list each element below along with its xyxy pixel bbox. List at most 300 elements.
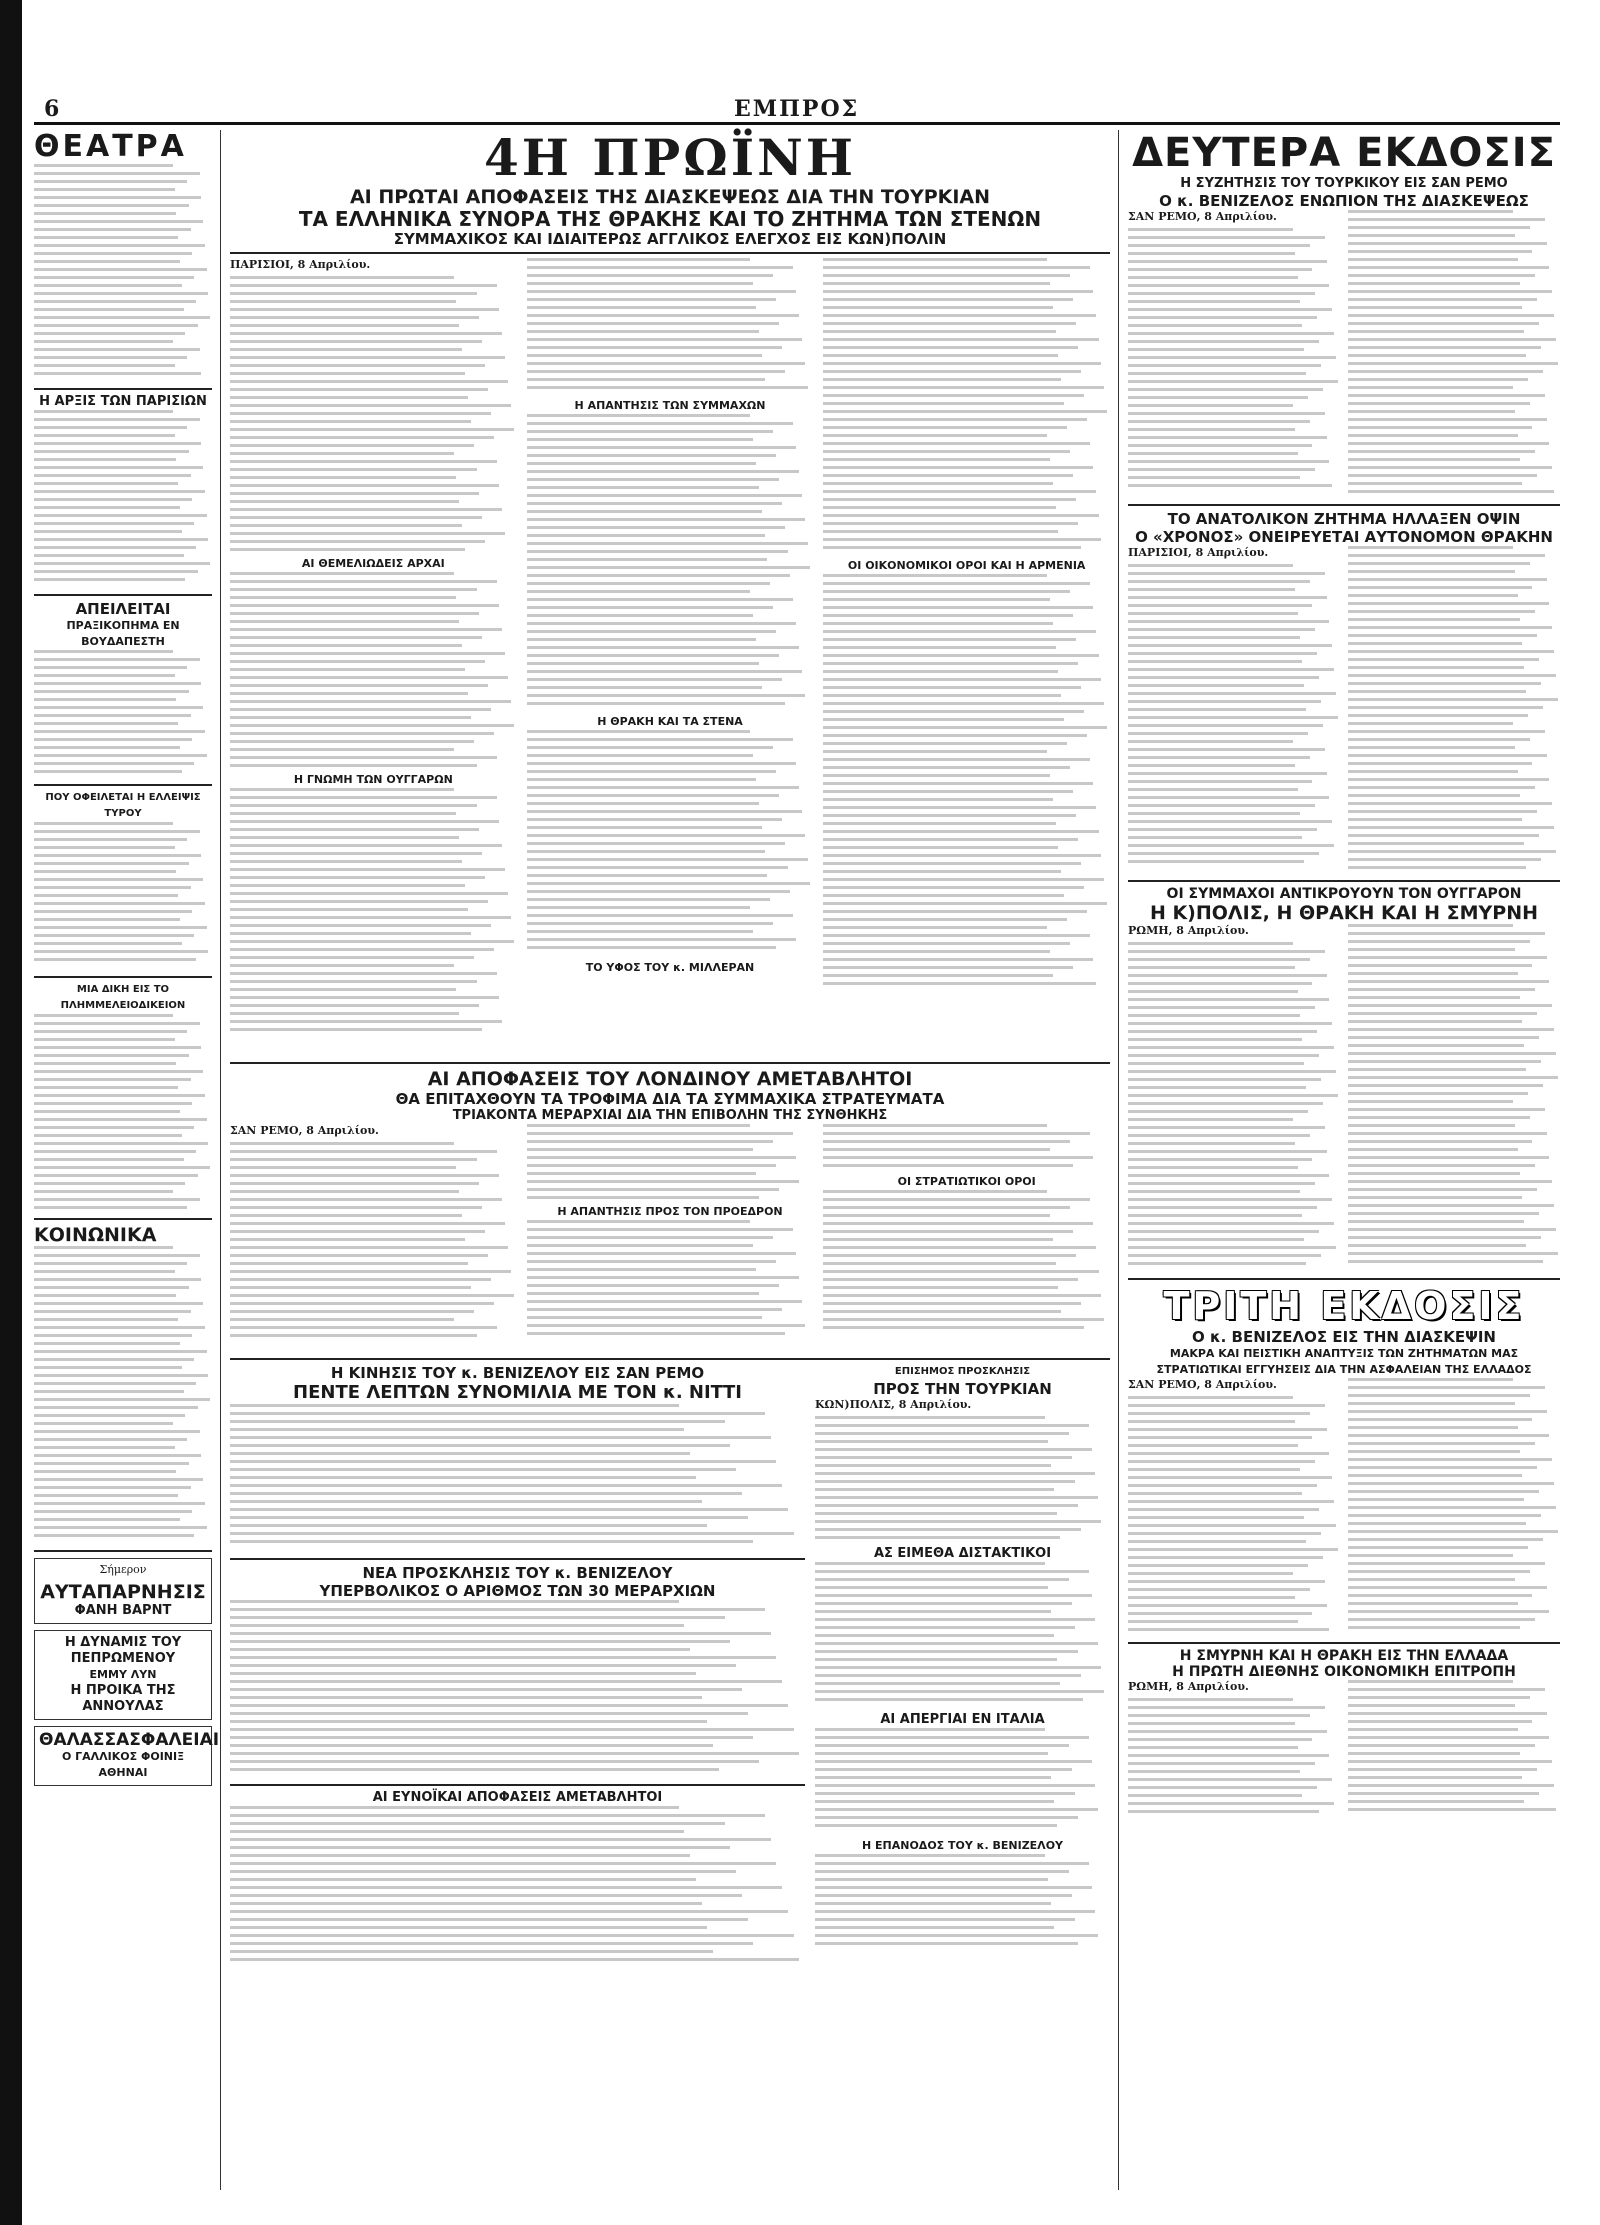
text-line xyxy=(1128,1174,1329,1177)
ad-title: ΑΥΤΑΠΑΡΝΗΣΙΣ xyxy=(40,1581,206,1603)
text-line xyxy=(823,886,1084,889)
text-line xyxy=(230,1028,482,1031)
text-line xyxy=(823,306,1052,309)
text-line xyxy=(527,1268,756,1271)
text-line xyxy=(1348,1514,1541,1517)
text-line xyxy=(815,1934,1098,1937)
text-line xyxy=(34,1022,200,1025)
article-column xyxy=(230,1124,517,1354)
text-line xyxy=(823,614,1072,617)
text-line xyxy=(1128,1532,1321,1535)
text-line xyxy=(34,1086,178,1089)
text-line xyxy=(527,1260,776,1263)
text-line xyxy=(230,1174,499,1177)
text-line xyxy=(1348,482,1522,485)
text-line xyxy=(230,884,465,887)
text-line xyxy=(1348,1044,1524,1047)
section-headline: Η ΣΥΖΗΤΗΣΙΣ ΤΟΥ ΤΟΥΡΚΙΚΟΥ ΕΙΣ ΣΑΝ ΡΕΜΟ xyxy=(1180,176,1508,191)
text-line xyxy=(823,394,1084,397)
text-line xyxy=(34,498,192,501)
advertisement xyxy=(34,1630,212,1720)
text-line xyxy=(1128,412,1325,415)
text-line xyxy=(1348,1442,1535,1445)
text-line xyxy=(823,514,1098,517)
divider xyxy=(230,1062,1110,1064)
article-column xyxy=(1128,1378,1340,1638)
text-line xyxy=(1348,1570,1530,1573)
text-line xyxy=(527,422,794,425)
text-line xyxy=(1128,1468,1300,1471)
text-line xyxy=(230,1768,719,1771)
text-line xyxy=(1348,1180,1552,1183)
text-line xyxy=(230,652,505,655)
text-line xyxy=(1348,802,1552,805)
text-line xyxy=(815,1416,1045,1419)
text-line xyxy=(34,714,191,717)
text-line xyxy=(1128,588,1295,591)
text-line xyxy=(823,1318,1104,1321)
text-line xyxy=(230,644,462,647)
text-line xyxy=(230,1262,468,1265)
text-line xyxy=(34,1422,173,1425)
text-line xyxy=(34,418,200,421)
text-line xyxy=(1128,244,1310,247)
text-line xyxy=(823,982,1095,985)
text-line xyxy=(1348,1680,1513,1683)
text-line xyxy=(1128,1754,1329,1757)
text-line xyxy=(1128,1722,1295,1725)
text-line xyxy=(527,478,779,481)
text-line xyxy=(1348,434,1518,437)
text-line xyxy=(34,1110,180,1113)
text-line xyxy=(1348,578,1547,581)
text-line xyxy=(527,258,751,261)
text-line xyxy=(1128,1524,1336,1527)
text-line xyxy=(230,724,514,727)
text-line xyxy=(230,1484,782,1487)
text-line xyxy=(1348,1744,1535,1747)
text-line xyxy=(1348,1204,1554,1207)
text-line xyxy=(1348,1712,1547,1715)
text-line xyxy=(527,1284,779,1287)
text-line xyxy=(1128,308,1332,311)
text-line xyxy=(34,870,176,873)
text-line xyxy=(823,926,1047,929)
theatra-listings xyxy=(34,164,212,384)
text-line xyxy=(230,1886,782,1889)
text-line xyxy=(1348,714,1528,717)
text-line xyxy=(34,1278,201,1281)
text-line xyxy=(230,628,502,631)
text-line xyxy=(1348,450,1535,453)
text-line xyxy=(1128,860,1304,863)
text-line xyxy=(34,1150,196,1153)
text-line xyxy=(1128,1628,1329,1631)
text-line xyxy=(1348,932,1545,935)
text-line xyxy=(34,284,182,287)
section-subheading: ΤΟ ΥΦΟΣ ΤΟΥ κ. ΜΙΛΛΕΡΑΝ xyxy=(585,961,755,974)
text-line xyxy=(823,814,1075,817)
text-line xyxy=(34,316,210,319)
text-line xyxy=(230,980,477,983)
text-line xyxy=(1128,684,1304,687)
text-line xyxy=(823,686,1081,689)
text-line xyxy=(1128,252,1295,255)
text-line xyxy=(1348,394,1545,397)
text-line xyxy=(1128,428,1295,431)
text-line xyxy=(1128,1046,1334,1049)
text-line xyxy=(823,418,1087,421)
text-line xyxy=(34,650,173,653)
text-line xyxy=(34,506,180,509)
text-line xyxy=(1348,218,1545,221)
text-line xyxy=(230,404,511,407)
text-line xyxy=(1128,1254,1321,1257)
section-subheading: Η ΑΠΑΝΤΗΣΙΣ ΠΡΟΣ ΤΟΝ ΠΡΟΕΔΡΟΝ xyxy=(557,1205,783,1218)
text-line xyxy=(34,340,173,343)
paper-name: ΕΜΠΡΟΣ xyxy=(734,96,860,122)
text-line xyxy=(1348,1704,1515,1707)
text-line xyxy=(34,164,173,167)
text-block xyxy=(1128,228,1340,498)
text-line xyxy=(230,1830,684,1833)
text-line xyxy=(527,882,811,885)
text-line xyxy=(1348,674,1556,677)
text-line xyxy=(230,1444,730,1447)
ad-title: ΘΑΛΑΣΣΑΣΦΑΛΕΙΑΙ xyxy=(39,1730,220,1750)
text-line xyxy=(1128,596,1327,599)
turkey-articles xyxy=(815,1364,1110,1966)
text-line xyxy=(1128,276,1298,279)
text-line xyxy=(1348,314,1554,317)
text-line xyxy=(815,1488,1054,1491)
text-line xyxy=(34,458,176,461)
text-line xyxy=(230,1142,454,1145)
text-line xyxy=(823,942,1070,945)
text-line xyxy=(1348,698,1558,701)
text-line xyxy=(1128,1086,1306,1089)
text-line xyxy=(34,746,180,749)
text-line xyxy=(823,862,1081,865)
text-line xyxy=(1348,1172,1520,1175)
section-headline-2: Η Κ)ΠΟΛΙΣ, Η ΘΡΑΚΗ ΚΑΙ Η ΣΜΥΡΝΗ xyxy=(1149,902,1539,924)
text-line xyxy=(823,1326,1084,1329)
text-line xyxy=(527,946,776,949)
text-line xyxy=(230,908,468,911)
text-line xyxy=(823,950,1049,953)
text-line xyxy=(527,1148,753,1151)
text-line xyxy=(527,746,774,749)
text-line xyxy=(815,1760,1092,1763)
text-line xyxy=(823,870,1061,873)
text-line xyxy=(823,1302,1081,1305)
text-line xyxy=(1348,634,1537,637)
text-line xyxy=(230,1508,788,1511)
text-line xyxy=(527,470,799,473)
text-line xyxy=(815,1634,1054,1637)
text-line xyxy=(34,1078,191,1081)
text-line xyxy=(1128,604,1312,607)
text-line xyxy=(230,460,497,463)
text-line xyxy=(230,284,497,287)
advertisement xyxy=(34,1558,212,1624)
text-line xyxy=(815,1464,1051,1467)
text-line xyxy=(527,550,788,553)
text-line xyxy=(1348,1696,1530,1699)
text-line xyxy=(823,258,1047,261)
text-line xyxy=(1128,364,1321,367)
text-line xyxy=(1348,1052,1556,1055)
text-line xyxy=(1348,1586,1547,1589)
koinonika-body xyxy=(34,1246,212,1546)
text-line xyxy=(230,1500,702,1503)
text-line xyxy=(1348,338,1556,341)
article-columns xyxy=(1128,210,1560,500)
text-line xyxy=(823,330,1055,333)
text-line xyxy=(527,526,785,529)
text-line xyxy=(230,1942,753,1945)
text-line xyxy=(230,444,474,447)
text-line xyxy=(527,826,762,829)
text-line xyxy=(230,1894,742,1897)
text-line xyxy=(1348,226,1530,229)
text-line xyxy=(1348,1728,1518,1731)
text-line xyxy=(1348,570,1515,573)
text-line xyxy=(815,1586,1048,1589)
text-line xyxy=(527,818,782,821)
text-line xyxy=(1348,810,1537,813)
text-line xyxy=(527,890,791,893)
text-line xyxy=(527,614,753,617)
text-line xyxy=(823,758,1090,761)
text-line xyxy=(230,676,508,679)
text-line xyxy=(1128,812,1300,815)
article-heading: ΑΠΕΙΛΕΙΤΑΙ xyxy=(75,600,171,618)
text-line xyxy=(1128,974,1327,977)
text-line xyxy=(823,1222,1092,1225)
text-line xyxy=(34,490,205,493)
text-line xyxy=(230,1492,742,1495)
text-line xyxy=(1348,1244,1526,1247)
text-line xyxy=(1128,1746,1298,1749)
text-line xyxy=(1128,1444,1298,1447)
text-line xyxy=(823,718,1064,721)
text-line xyxy=(1348,362,1558,365)
text-line xyxy=(1128,1596,1295,1599)
divider xyxy=(34,594,212,596)
text-line xyxy=(823,426,1067,429)
text-line xyxy=(34,514,207,517)
text-line xyxy=(815,1536,1060,1539)
text-line xyxy=(1348,1450,1520,1453)
text-line xyxy=(230,1680,782,1683)
text-line xyxy=(34,1342,180,1345)
text-line xyxy=(34,1094,205,1097)
text-line xyxy=(1128,572,1325,575)
text-line xyxy=(1348,562,1530,565)
text-line xyxy=(34,878,203,881)
text-line xyxy=(1348,1736,1549,1739)
text-line xyxy=(527,906,751,909)
text-line xyxy=(823,314,1095,317)
text-line xyxy=(34,950,208,953)
text-line xyxy=(1128,372,1306,375)
text-line xyxy=(1348,1418,1532,1421)
text-line xyxy=(230,300,456,303)
text-line xyxy=(815,1736,1089,1739)
text-line xyxy=(230,892,508,895)
text-line xyxy=(230,1294,514,1297)
text-line xyxy=(34,706,203,709)
text-line xyxy=(34,958,196,961)
text-line xyxy=(823,622,1052,625)
text-line xyxy=(230,1532,794,1535)
text-line xyxy=(1348,426,1532,429)
text-line xyxy=(815,1610,1051,1613)
text-line xyxy=(1128,772,1327,775)
text-line xyxy=(1348,610,1535,613)
text-line xyxy=(1348,1228,1556,1231)
text-line xyxy=(1348,1252,1558,1255)
text-line xyxy=(1348,690,1526,693)
text-line xyxy=(34,1414,185,1417)
text-line xyxy=(823,1286,1058,1289)
text-line xyxy=(823,1140,1070,1143)
text-line xyxy=(1128,1126,1325,1129)
text-line xyxy=(527,866,788,869)
text-block xyxy=(1348,924,1560,1274)
divider xyxy=(34,976,212,978)
text-line xyxy=(815,1690,1104,1693)
text-line xyxy=(1348,290,1552,293)
text-block xyxy=(823,258,1110,558)
text-line xyxy=(230,588,477,591)
text-line xyxy=(527,274,774,277)
text-line xyxy=(1128,1182,1315,1185)
venizelos-articles xyxy=(230,1364,805,1966)
text-line xyxy=(1348,1426,1518,1429)
text-line xyxy=(823,450,1070,453)
text-line xyxy=(230,500,459,503)
text-line xyxy=(34,522,194,525)
text-line xyxy=(815,1918,1075,1921)
text-line xyxy=(1128,852,1319,855)
text-line xyxy=(1348,346,1541,349)
text-line xyxy=(1128,732,1308,735)
text-line xyxy=(1348,980,1549,983)
text-line xyxy=(527,354,762,357)
text-line xyxy=(230,1404,679,1407)
text-line xyxy=(1128,740,1293,743)
text-line xyxy=(823,598,1049,601)
text-line xyxy=(34,260,180,263)
text-line xyxy=(1128,332,1334,335)
text-line xyxy=(230,292,477,295)
text-line xyxy=(823,1124,1047,1127)
text-line xyxy=(1128,716,1338,719)
text-line xyxy=(230,956,474,959)
text-line xyxy=(230,1222,505,1225)
text-line xyxy=(1348,546,1513,549)
text-line xyxy=(230,1468,736,1471)
text-line xyxy=(527,786,799,789)
text-line xyxy=(230,852,482,855)
text-line xyxy=(1128,356,1336,359)
ad-address: ΑΘΗΝΑΙ xyxy=(98,1766,148,1779)
text-line xyxy=(1348,682,1541,685)
text-line xyxy=(1348,1546,1528,1549)
text-line xyxy=(1348,322,1539,325)
text-line xyxy=(823,630,1095,633)
text-line xyxy=(527,1124,751,1127)
text-line xyxy=(34,332,185,335)
text-line xyxy=(527,1228,794,1231)
text-line xyxy=(1128,1070,1336,1073)
text-line xyxy=(34,252,192,255)
text-line xyxy=(34,1502,205,1505)
text-line xyxy=(1128,268,1312,271)
text-line xyxy=(230,388,488,391)
text-line xyxy=(527,922,774,925)
text-line xyxy=(34,822,173,825)
text-line xyxy=(823,606,1092,609)
text-line xyxy=(34,854,201,857)
text-block xyxy=(823,1124,1110,1174)
text-line xyxy=(230,428,514,431)
text-line xyxy=(34,1126,194,1129)
text-line xyxy=(34,372,201,375)
text-line xyxy=(1128,1094,1338,1097)
text-line xyxy=(823,410,1107,413)
text-line xyxy=(1348,722,1513,725)
text-line xyxy=(1128,284,1329,287)
text-line xyxy=(823,458,1049,461)
text-line xyxy=(230,1524,707,1527)
text-line xyxy=(823,702,1104,705)
text-line xyxy=(34,1334,192,1337)
text-line xyxy=(230,1704,788,1707)
text-line xyxy=(1348,834,1539,837)
text-line xyxy=(34,276,194,279)
text-line xyxy=(1128,324,1302,327)
text-line xyxy=(34,838,187,841)
text-line xyxy=(230,788,454,791)
text-line xyxy=(527,738,794,741)
text-line xyxy=(815,1642,1098,1645)
text-line xyxy=(823,590,1070,593)
text-line xyxy=(527,730,751,733)
text-line xyxy=(1348,650,1554,653)
text-line xyxy=(230,1020,502,1023)
text-line xyxy=(1128,1714,1310,1717)
text-line xyxy=(230,1310,474,1313)
section-headline: Ο κ. ΒΕΝΙΖΕΛΟΣ ΕΙΣ ΤΗΝ ΔΙΑΣΚΕΨΙΝ xyxy=(1192,1328,1496,1346)
text-line xyxy=(1128,1620,1298,1623)
text-line xyxy=(1128,300,1300,303)
text-line xyxy=(1348,1236,1541,1239)
text-block xyxy=(823,1190,1110,1340)
section-headline: ΤΟ ΑΝΑΤΟΛΙΚΟΝ ΖΗΤΗΜΑ ΗΛΛΑΞΕΝ ΟΨΙΝ xyxy=(1167,510,1521,528)
article-column xyxy=(823,258,1110,1058)
text-line xyxy=(1128,708,1306,711)
text-line xyxy=(1348,1028,1554,1031)
text-line xyxy=(527,438,753,441)
text-block xyxy=(1348,546,1560,876)
text-line xyxy=(34,1190,173,1193)
text-line xyxy=(230,380,508,383)
text-line xyxy=(1128,1246,1336,1249)
text-line xyxy=(230,468,477,471)
